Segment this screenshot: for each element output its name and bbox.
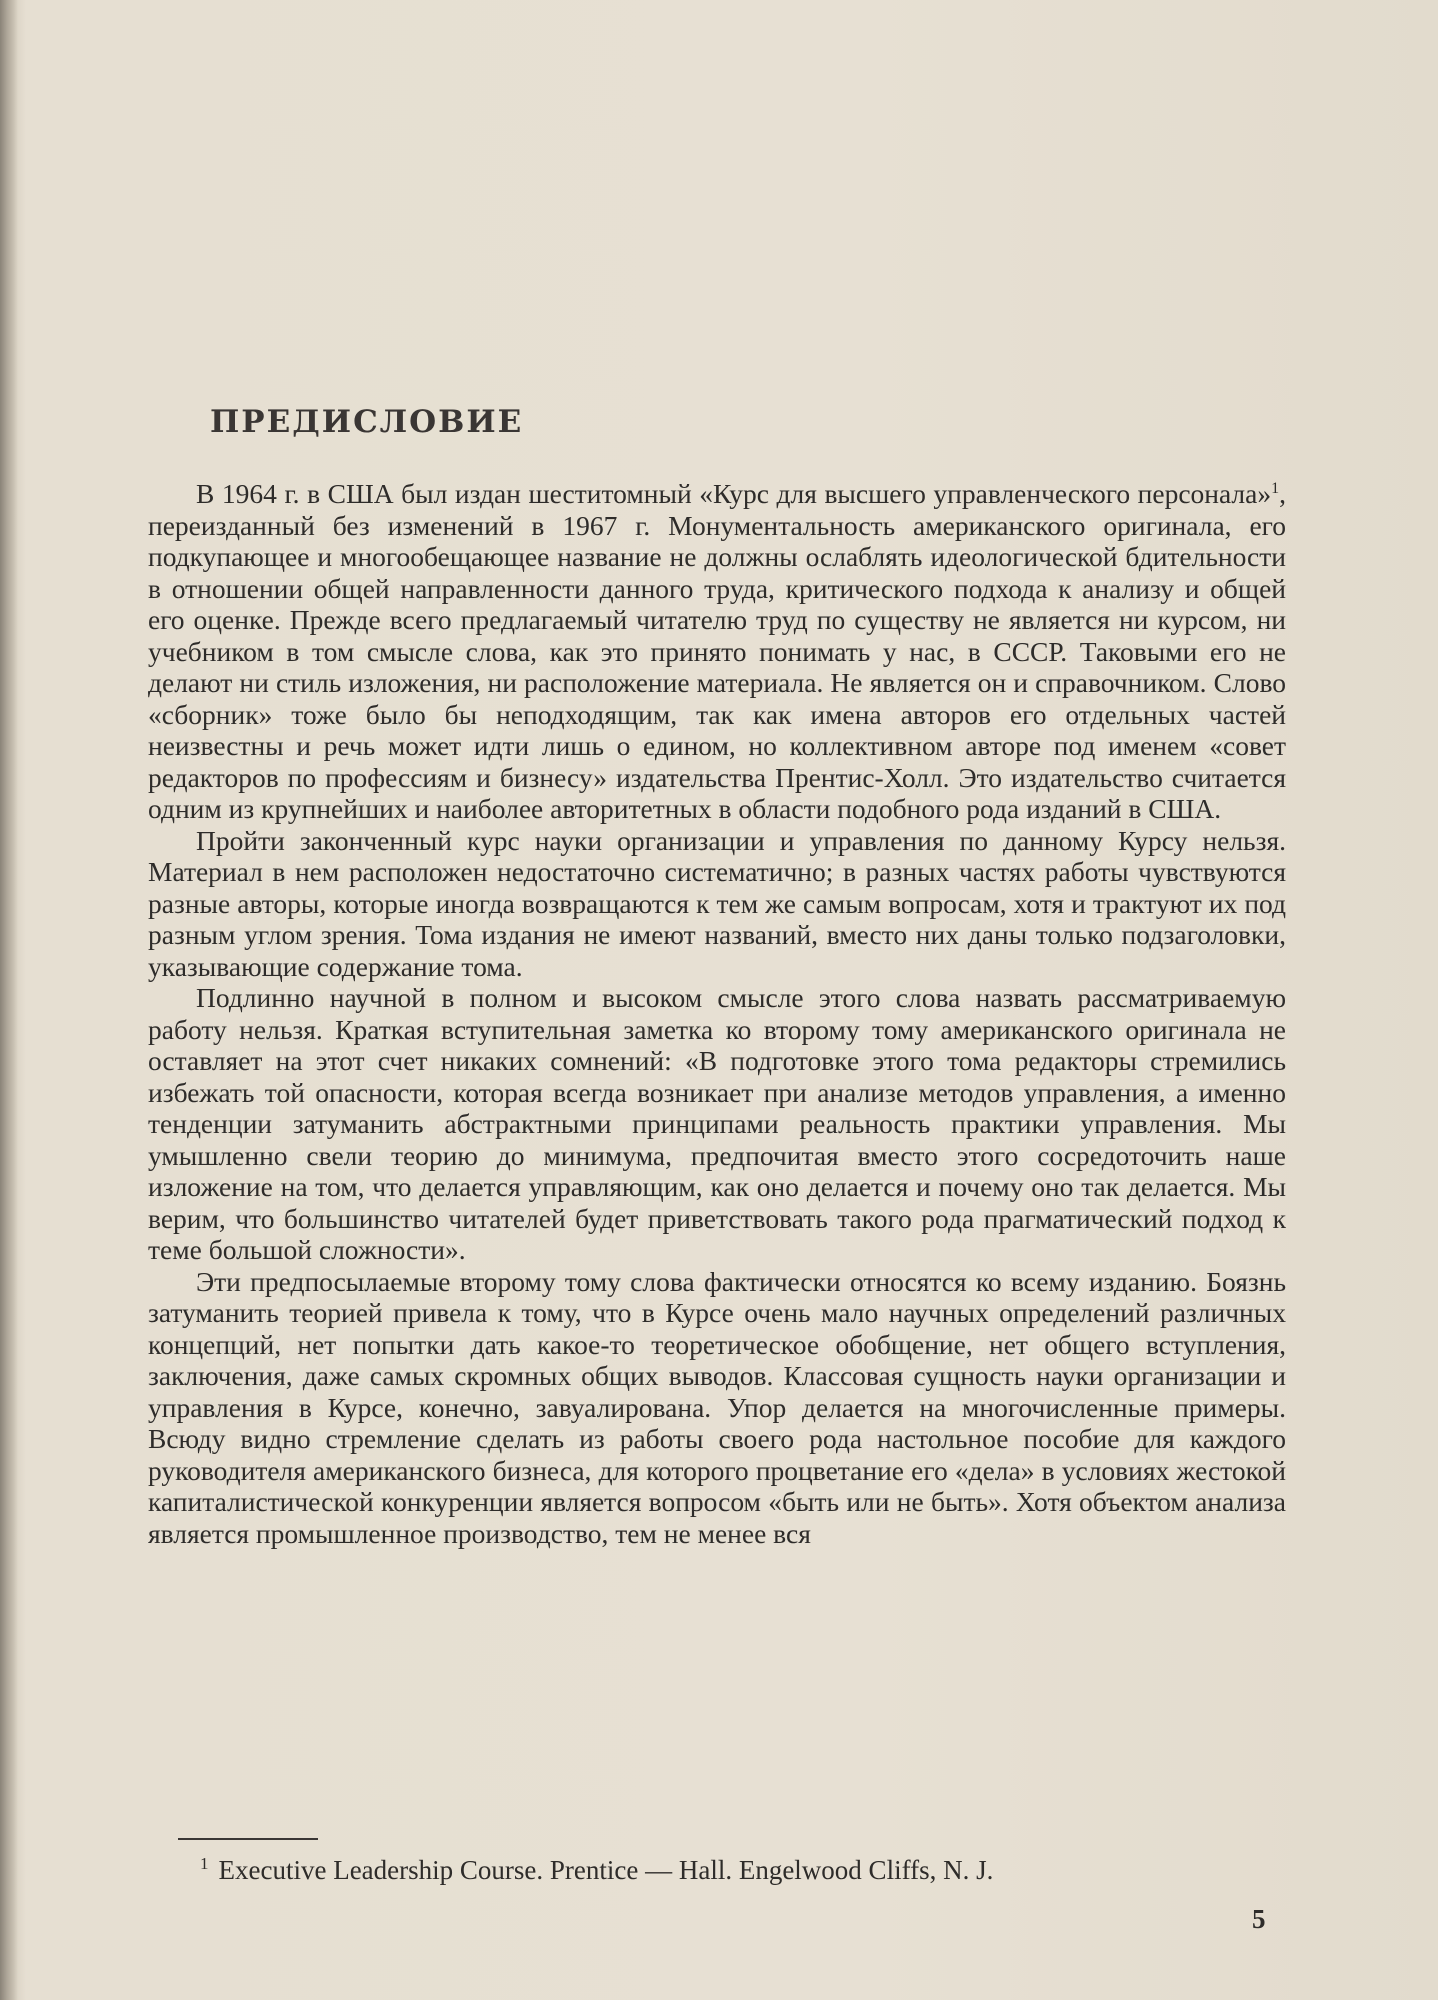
footnote-separator <box>178 1838 318 1840</box>
paragraph-2: Пройти законченный курс науки организации и управления по данному Курсу нельзя. Материал в нем расположен недостаточно систематично; в разных частях работы чувствуются разные авторы, которые иногда возвращаются к тем же самым вопросам, хотя и трактуют их под разным углом зрения. Тома издания не имеют названий, вместо них даны только подзаголовки, указывающие содержание тома. <box>148 824 1286 982</box>
paragraph-3: Подлинно научной в полном и высоком смысле этого слова назвать рассматриваемую работу нельзя. Краткая вступительная заметка ко второму тому американского оригинала не оставляет на этот счет никаких сомнений: «В подготовке этого тома редакторы стремились избежать той опасности, которая всегда возникает при анализе методов управления, а именно тенденции затуманить абстрактными принципами реальность практики управления. Мы умышленно свели теорию до минимума, предпочитая вместо этого сосредоточить наше изложение на том, что делается управляющим, как оно делается и почему оно так делается. Мы верим, что большинство читателей будет приветствовать такого рода прагматический подход к теме большой сложности». <box>148 982 1286 1265</box>
footnote <box>200 1848 1290 1886</box>
paragraph-4: Эти предпосылаемые второму тому слова фактически относятся ко всему изданию. Боязнь затуманить теорией привела к тому, что в Курсе очень мало научных определений различных концепций, нет попытки дать какое-то теоретическое обобщение, нет общего вступления, заключения, даже самых скромных общих выводов. Классовая сущность науки организации и управления в Курсе, конечно, завуалирована. Упор делается на многочисленные примеры. Всюду видно стремление сделать из работы своего рода настольное пособие для каждого руководителя американского бизнеса, для которого процветание его «дела» в условиях жестокой капиталистической конкуренции является вопросом «быть или не быть». Хотя объектом анализа является промышленное производство, тем не менее вся <box>148 1265 1286 1549</box>
footnote-reference-mark: 1 <box>1271 479 1280 497</box>
page-heading: ПРЕДИСЛОВИЕ <box>210 404 524 440</box>
page-binding-edge <box>0 0 18 2000</box>
paragraph-1 <box>148 478 1286 825</box>
body-text <box>148 478 1286 1549</box>
paragraph-1-start: В 1964 г. в США был издан шеститомный «Курс для высшего управленческого персонала» <box>196 478 1272 509</box>
footnote-text: Executive Leadership Course. Prentice — Hall. Engelwood Cliffs, N. J. <box>218 1855 994 1885</box>
footnote-mark: 1 <box>200 1854 209 1873</box>
paragraph-1-rest: , переизданный без изменений в 1967 г. Монументальность американского оригинала, его подкупающее и многообещающее название не должны ослаблять идеологической бдительности в отношении общей направленности данного труда, критического подхода к анализу и общей его оценке. Прежде всего предлагаемый читателю труд по существу не является ни курсом, ни учебником в том смысле слова, как это принято понимать у нас, в СССР. Таковыми его не делают ни стиль изложения, ни расположение материала. Не является он и справочником. Слово «сборник» тоже было бы неподходящим, так как имена авторов его отдельных частей неизвестны и речь может идти лишь о едином, но коллективном авторе под именем «совет редакторов по профессиям и бизнесу» издательства Прентис-Холл. Это издательство считается одним из крупнейших и наиболее авторитетных в области подобного рода изданий в США. <box>148 478 1286 824</box>
page-number: 5 <box>1252 1904 1266 1934</box>
